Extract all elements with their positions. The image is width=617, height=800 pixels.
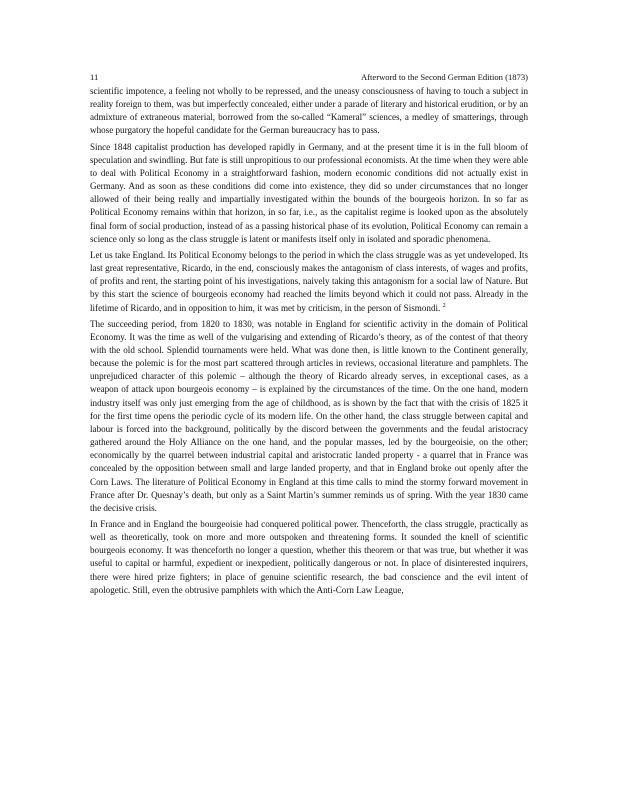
paragraph-5: In France and in England the bourgeoisie had conquered political power. Thenceforth, the class struggle, practically as well as theoretically, took on more and more outspoken and threatening forms. It sounded the knell of scientific bourgeois economy. It was thenceforth no longer a question, whether this theorem or that was true, but whether it was useful to capital or harmful, expedient or inexpedient, politically dangerous or not. In place of disinterested inquirers, there were hired prize fighters; in place of genuine scientific research, the bad conscience and the evil intent of apologetic. Still, even the obtrusive pamphlets with which the Anti-Corn Law League, [90, 519, 528, 595]
page-number: 11 [90, 72, 99, 82]
paragraph-4: The succeeding period, from 1820 to 1830, was notable in England for scientific activity in the domain of Political Economy. It was the time as well of the vulgarising and extending of Ricardo’s theory, as of the contest of that theory with the old school. Splendid tournaments were held. What was done then, is little known to the Continent generally, because the polemic is for the most part scattered through articles in reviews, occasional literature and pamphlets. The unprejudiced character of this polemic – although the theory of Ricardo already serves, in exceptional cases, as a weapon of attack upon bourgeois economy – is explained by the circumstances of the time. On the one hand, modern industry itself was only just emerging from the age of childhood, as is shown by the fact that with the crisis of 1825 it for the first time opens the periodic cycle of its modern life. On the other hand, the class struggle between capital and labour is forced into the background, politically by the discord between the governments and the feudal aristocracy gathered around the Holy Alliance on the one hand, and the popular masses, led by the bourgeoisie, on the other; economically by the quarrel between industrial capital and aristocratic landed property - a quarrel that in France was concealed by the opposition between small and large landed property, and that in England broke out openly after the Corn Laws. The literature of Political Economy in England at this time calls to mind the stormy forward movement in France after Dr. Quesnay’s death, but only as a Saint Martin’s summer reminds us of spring. With the year 1830 came the decisive crisis. [90, 318, 528, 513]
paragraph-3-text: Let us take England. Its Political Economy belongs to the period in which the class struggle was as yet undeveloped. Its last great representative, Ricardo, in the end, consciously makes the antagonism of class interests, of wages and profits, of profits and rent, the starting point of his investigations, naively taking this antagonism for a social law of Nature. But by this start the science of bourgeois economy had reached the limits beyond which it could not pass. Already in the lifetime of Ricardo, and in opposition to him, it was met by criticism, in the person of Sismondi. [90, 249, 528, 313]
paragraph-2: Since 1848 capitalist production has developed rapidly in Germany, and at the present time it is in the full bloom of speculation and swindling. But fate is still unpropitious to our professional economists. At the time when they were able to deal with Political Economy in a straightforward fashion, modern economic conditions did not actually exist in Germany. And as soon as these conditions did come into existence, they did so under circumstances that no longer allowed of their being really and impartially investigated within the bounds of the bourgeois horizon. In so far as Political Economy remains within that horizon, in so far, i.e., as the capitalist regime is looked upon as the absolutely final form of social production, instead of as a passing historical phase of its evolution, Political Economy can remain a science only so long as the class struggle is latent or manifests itself only in isolated and sporadic phenomena. [90, 141, 528, 244]
paragraph-3 [90, 249, 528, 315]
paragraph-1: scientific impotence, a feeling not wholly to be repressed, and the uneasy consciousness of having to touch a subject in reality foreign to them, was but imperfectly concealed, either under a parade of literary and historical erudition, or by an admixture of extraneous material, borrowed from the so-called “Kameral” sciences, a medley of smatterings, through whose purgatory the hopeful candidate for the German bureaucracy has to pass. [90, 86, 528, 136]
running-header [90, 72, 528, 83]
footnote-marker[interactable]: 2 [442, 302, 446, 309]
document-page [90, 72, 528, 600]
running-title: Afterword to the Second German Edition (1873) [360, 72, 528, 82]
